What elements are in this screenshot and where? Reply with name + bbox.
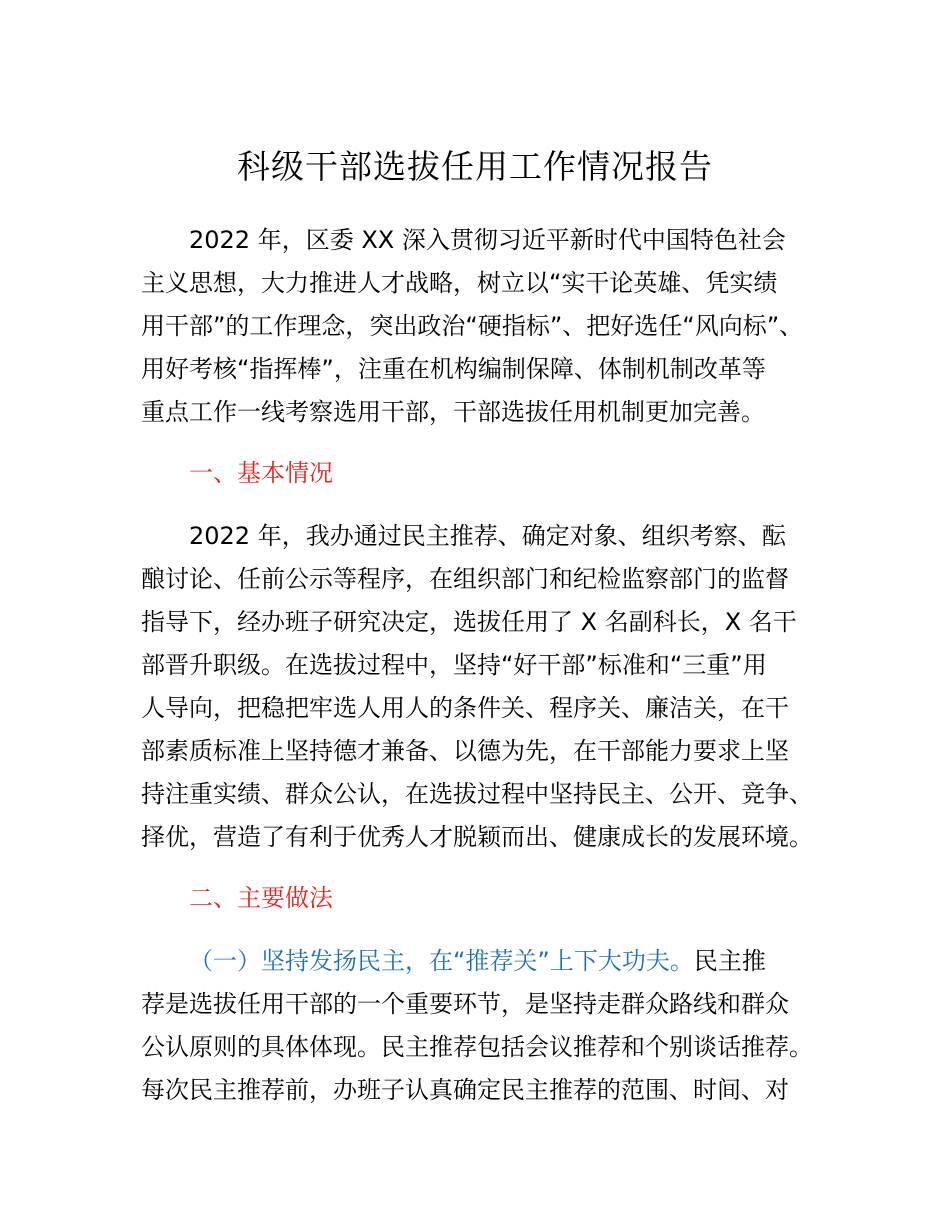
section2-line-4: 每次民主推荐前，办班子认真确定民主推荐的范围、时间、对 [141, 1076, 789, 1104]
section2-line-3: 公认原则的具体体现。民主推荐包括会议推荐和个别谈话推荐。 [141, 1033, 813, 1061]
section1-line-7: 持注重实绩、群众公认，在选拔过程中坚持民主、公开、竞争、 [141, 780, 813, 808]
section1-line-1: 2022 年，我办通过民主推荐、确定对象、组织考察、酝 [189, 522, 786, 550]
section-heading-main-practices: 二、主要做法 [189, 884, 333, 912]
intro-line-3: 用干部”的工作理念，突出政治“硬指标”、把好选任“风向标”、 [141, 312, 804, 340]
section1-line-8: 择优，营造了有利于优秀人才脱颖而出、健康成长的发展环境。 [141, 823, 813, 851]
intro-line-4: 用好考核“指挥棒”，注重在机构编制保障、体制机制改革等 [141, 355, 766, 383]
section1-line-3: 指导下，经办班子研究决定，选拔任用了 X 名副科长，X 名干 [141, 608, 797, 636]
section1-line-2: 酿讨论、任前公示等程序，在组织部门和纪检监察部门的监督 [141, 565, 789, 593]
section2-line-2: 荐是选拔任用干部的一个重要环节，是坚持走群众路线和群众 [141, 990, 789, 1018]
section1-line-5: 人导向，把稳把牢选人用人的条件关、程序关、廉洁关，在干 [141, 694, 789, 722]
intro-line-1: 2022 年，区委 XX 深入贯彻习近平新时代中国特色社会 [189, 226, 786, 254]
section1-line-6: 部素质标准上坚持德才兼备、以德为先，在干部能力要求上坚 [141, 737, 789, 765]
intro-line-5: 重点工作一线考察选用干部，干部选拔任用机制更加完善。 [141, 398, 765, 426]
subsection-first-line-rest: 民主推 [693, 947, 766, 975]
intro-line-2: 主义思想，大力推进人才战略，树立以“实干论英雄、凭实绩 [141, 269, 778, 297]
section1-line-4: 部晋升职级。在选拔过程中，坚持“好干部”标准和“三重”用 [141, 651, 767, 679]
document-title: 科级干部选拔任用工作情况报告 [237, 147, 713, 186]
subsection-title-democracy: （一）坚持发扬民主，在“推荐关”上下大功夫。 [189, 947, 694, 975]
section2-line-1 [189, 944, 766, 978]
section-heading-basic-situation: 一、基本情况 [189, 459, 333, 487]
